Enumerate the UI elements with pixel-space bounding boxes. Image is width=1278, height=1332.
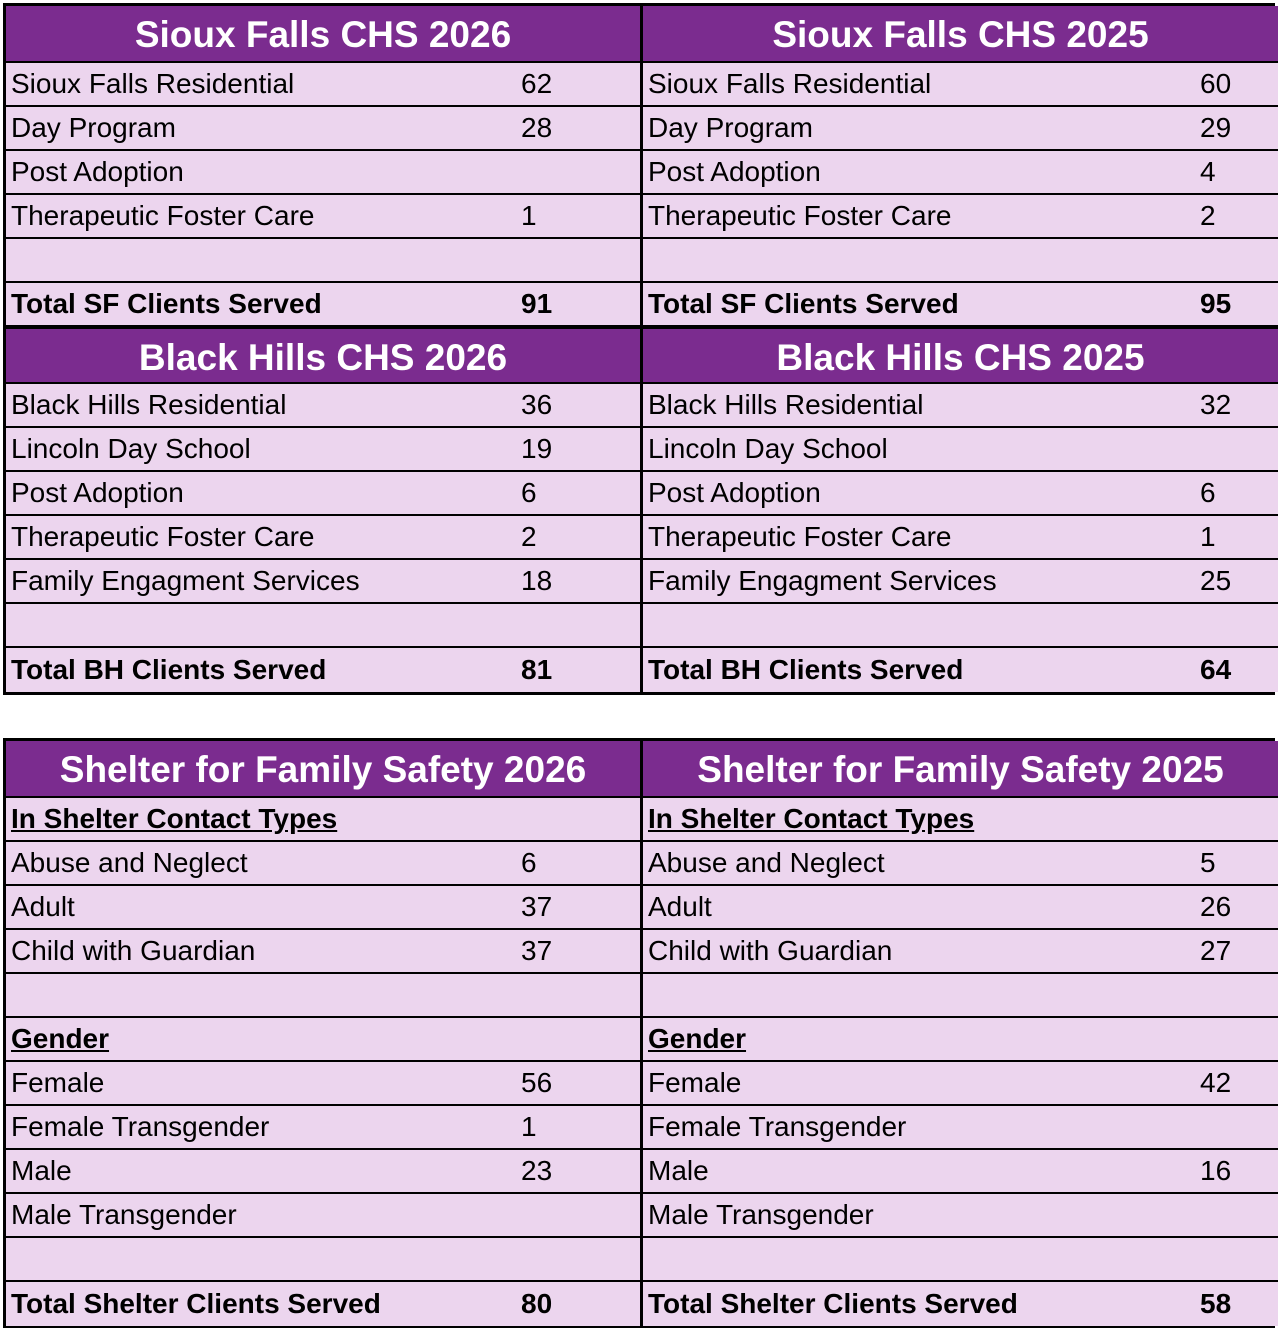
row-label: Sioux Falls Residential <box>11 68 295 99</box>
table-row <box>643 107 1278 151</box>
table-row <box>6 195 640 239</box>
row-label: Male Transgender <box>11 1199 237 1230</box>
table-row <box>643 930 1278 974</box>
section-heading-contact-types <box>643 798 1278 842</box>
row-value: 26 <box>1200 891 1232 922</box>
table-row <box>643 151 1278 195</box>
section-heading-gender <box>6 1018 640 1062</box>
row-value: 6 <box>521 477 537 508</box>
row-label: Male <box>648 1155 709 1186</box>
table-row <box>6 842 640 886</box>
row-value: 29 <box>1200 112 1232 143</box>
total-row <box>6 648 640 692</box>
shelter-clients-table <box>3 738 1275 1328</box>
blank-row <box>6 1238 640 1282</box>
row-label: Therapeutic Foster Care <box>11 200 315 231</box>
table-header-shelter-2025: Shelter for Family Safety 2025 <box>643 741 1278 798</box>
row-label: Adult <box>648 891 712 922</box>
row-label: Gender <box>11 1023 110 1054</box>
row-label: Black Hills Residential <box>11 389 287 420</box>
table-row <box>6 472 640 516</box>
table-row <box>643 195 1278 239</box>
row-label: Total SF Clients Served <box>648 288 959 319</box>
row-value: 91 <box>521 288 553 319</box>
table-row <box>6 930 640 974</box>
row-value: 27 <box>1200 935 1232 966</box>
total-row <box>6 1282 640 1326</box>
table-row <box>6 516 640 560</box>
row-value: 32 <box>1200 389 1232 420</box>
table-header-sioux-falls-2026: Sioux Falls CHS 2026 <box>6 6 640 63</box>
table-row <box>643 428 1278 472</box>
column-2025 <box>643 6 1278 692</box>
row-value: 28 <box>521 112 553 143</box>
row-label: Post Adoption <box>648 477 821 508</box>
row-value: 18 <box>521 565 553 596</box>
total-row <box>643 1282 1278 1326</box>
row-value: 64 <box>1200 654 1232 685</box>
row-value: 1 <box>521 1111 537 1142</box>
row-label: Total Shelter Clients Served <box>648 1288 1018 1319</box>
row-label: Black Hills Residential <box>648 389 924 420</box>
row-label: Family Engagment Services <box>11 565 360 596</box>
row-value: 2 <box>521 521 537 552</box>
row-label: Sioux Falls Residential <box>648 68 932 99</box>
blank-row <box>6 974 640 1018</box>
row-value: 1 <box>1200 521 1216 552</box>
table-row <box>6 1062 640 1106</box>
table-row <box>6 1150 640 1194</box>
row-label: Child with Guardian <box>11 935 256 966</box>
table-row <box>643 1106 1278 1150</box>
row-label: Abuse and Neglect <box>648 847 885 878</box>
row-value: 95 <box>1200 288 1232 319</box>
total-row <box>6 283 640 327</box>
row-value: 58 <box>1200 1288 1232 1319</box>
row-label: Female <box>648 1067 742 1098</box>
row-value: 25 <box>1200 565 1232 596</box>
row-value: 56 <box>521 1067 553 1098</box>
total-row <box>643 283 1278 327</box>
table-row <box>6 1194 640 1238</box>
row-label: Adult <box>11 891 75 922</box>
blank-row <box>643 239 1278 283</box>
column-2026 <box>6 741 643 1326</box>
table-row <box>643 63 1278 107</box>
column-2026 <box>6 6 643 692</box>
table-row <box>643 384 1278 428</box>
row-label: Male <box>11 1155 72 1186</box>
row-label: Total BH Clients Served <box>11 654 327 685</box>
blank-row <box>643 1238 1278 1282</box>
row-label: Total Shelter Clients Served <box>11 1288 381 1319</box>
section-heading-contact-types <box>6 798 640 842</box>
row-value: 6 <box>1200 477 1216 508</box>
table-row <box>643 516 1278 560</box>
table-header-black-hills-2025: Black Hills CHS 2025 <box>643 327 1278 384</box>
row-value: 2 <box>1200 200 1216 231</box>
table-row <box>6 560 640 604</box>
table-header-black-hills-2026: Black Hills CHS 2026 <box>6 327 640 384</box>
row-label: In Shelter Contact Types <box>11 803 338 834</box>
row-label: Post Adoption <box>11 156 184 187</box>
table-row <box>643 1194 1278 1238</box>
section-heading-gender <box>643 1018 1278 1062</box>
row-label: Female Transgender <box>648 1111 907 1142</box>
row-label: Lincoln Day School <box>11 433 251 464</box>
table-row <box>643 472 1278 516</box>
row-label: Family Engagment Services <box>648 565 997 596</box>
row-value: 81 <box>521 654 553 685</box>
table-row <box>6 63 640 107</box>
table-header-shelter-2026: Shelter for Family Safety 2026 <box>6 741 640 798</box>
row-label: Lincoln Day School <box>648 433 888 464</box>
row-value: 80 <box>521 1288 553 1319</box>
row-label: Gender <box>648 1023 747 1054</box>
table-row <box>643 842 1278 886</box>
total-row <box>643 648 1278 692</box>
row-value: 62 <box>521 68 553 99</box>
row-value: 60 <box>1200 68 1232 99</box>
row-label: Post Adoption <box>648 156 821 187</box>
table-row <box>643 560 1278 604</box>
blank-row <box>6 604 640 648</box>
blank-row <box>643 604 1278 648</box>
row-label: Abuse and Neglect <box>11 847 248 878</box>
table-row <box>6 428 640 472</box>
table-row <box>6 151 640 195</box>
table-row <box>6 384 640 428</box>
row-value: 37 <box>521 935 553 966</box>
table-row <box>6 1106 640 1150</box>
blank-row <box>643 974 1278 1018</box>
table-row <box>6 107 640 151</box>
row-label: Total SF Clients Served <box>11 288 322 319</box>
row-value: 23 <box>521 1155 553 1186</box>
row-label: Post Adoption <box>11 477 184 508</box>
row-label: Day Program <box>11 112 176 143</box>
row-label: Female <box>11 1067 105 1098</box>
row-value: 42 <box>1200 1067 1232 1098</box>
row-value: 6 <box>521 847 537 878</box>
row-label: Therapeutic Foster Care <box>11 521 315 552</box>
table-row <box>643 886 1278 930</box>
table-row <box>643 1150 1278 1194</box>
table-row <box>643 1062 1278 1106</box>
row-label: Therapeutic Foster Care <box>648 521 952 552</box>
row-label: Female Transgender <box>11 1111 270 1142</box>
row-label: Male Transgender <box>648 1199 874 1230</box>
table-row <box>6 886 640 930</box>
table-header-sioux-falls-2025: Sioux Falls CHS 2025 <box>643 6 1278 63</box>
row-value: 36 <box>521 389 553 420</box>
row-label: In Shelter Contact Types <box>648 803 975 834</box>
row-value: 37 <box>521 891 553 922</box>
row-value: 5 <box>1200 847 1216 878</box>
row-label: Therapeutic Foster Care <box>648 200 952 231</box>
row-label: Total BH Clients Served <box>648 654 964 685</box>
row-value: 4 <box>1200 156 1216 187</box>
row-value: 19 <box>521 433 553 464</box>
blank-row <box>6 239 640 283</box>
row-label: Day Program <box>648 112 813 143</box>
chs-clients-table <box>3 3 1275 695</box>
row-label: Child with Guardian <box>648 935 893 966</box>
column-2025 <box>643 741 1278 1326</box>
row-value: 1 <box>521 200 537 231</box>
row-value: 16 <box>1200 1155 1232 1186</box>
